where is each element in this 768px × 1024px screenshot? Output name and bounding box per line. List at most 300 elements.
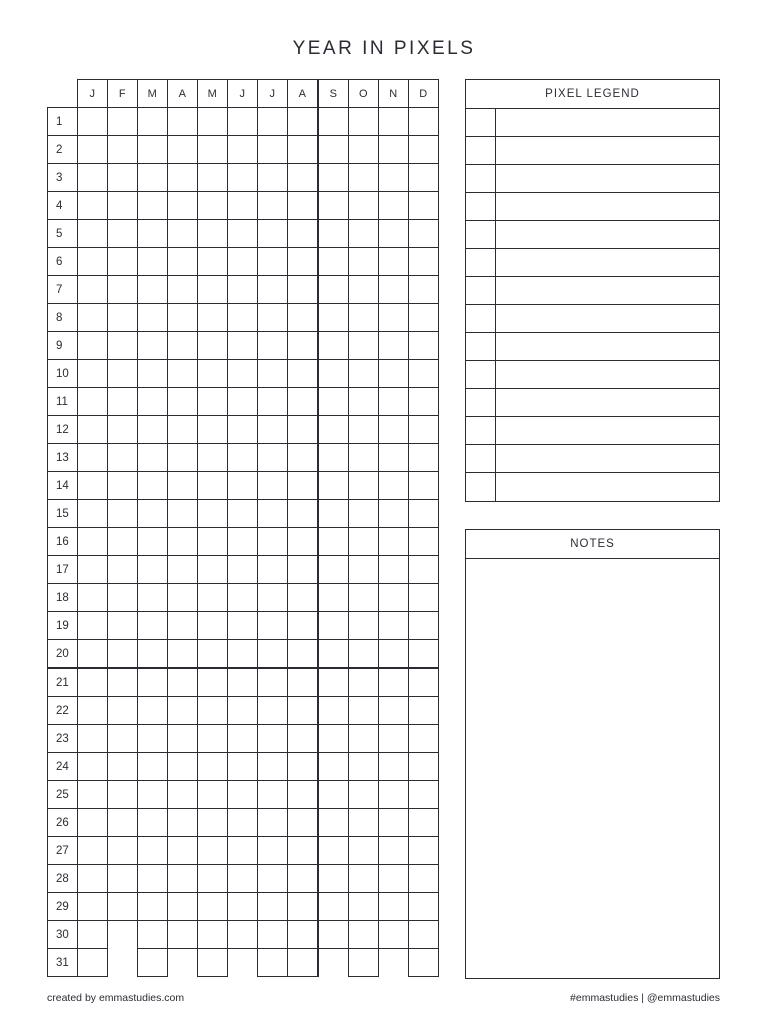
pixel-cell[interactable] <box>288 472 319 500</box>
pixel-cell[interactable] <box>409 220 439 248</box>
pixel-cell[interactable] <box>258 893 288 921</box>
pixel-cell[interactable] <box>108 108 138 136</box>
pixel-cell[interactable] <box>138 192 168 220</box>
pixel-cell[interactable] <box>318 528 349 556</box>
pixel-cell[interactable] <box>379 108 409 136</box>
pixel-cell[interactable] <box>198 640 228 669</box>
pixel-cell[interactable] <box>379 164 409 192</box>
legend-swatch[interactable] <box>466 137 496 164</box>
pixel-cell[interactable] <box>409 697 439 725</box>
pixel-cell[interactable] <box>379 360 409 388</box>
pixel-cell[interactable] <box>349 668 379 697</box>
pixel-cell[interactable] <box>78 893 108 921</box>
pixel-cell[interactable] <box>318 640 349 669</box>
pixel-cell[interactable] <box>258 528 288 556</box>
legend-swatch[interactable] <box>466 333 496 360</box>
pixel-cell[interactable] <box>409 921 439 949</box>
pixel-cell[interactable] <box>198 276 228 304</box>
pixel-cell[interactable] <box>198 921 228 949</box>
legend-label-field[interactable] <box>496 445 719 472</box>
pixel-cell[interactable] <box>288 640 319 669</box>
pixel-cell[interactable] <box>168 136 198 164</box>
pixel-cell[interactable] <box>138 753 168 781</box>
pixel-cell[interactable] <box>108 640 138 669</box>
pixel-cell[interactable] <box>198 332 228 360</box>
pixel-cell[interactable] <box>379 640 409 669</box>
pixel-cell[interactable] <box>409 472 439 500</box>
pixel-cell[interactable] <box>198 584 228 612</box>
pixel-cell[interactable] <box>168 500 198 528</box>
pixel-cell[interactable] <box>288 893 319 921</box>
pixel-cell[interactable] <box>228 360 258 388</box>
pixel-cell[interactable] <box>78 865 108 893</box>
pixel-cell[interactable] <box>108 360 138 388</box>
pixel-cell[interactable] <box>228 220 258 248</box>
pixel-cell[interactable] <box>258 584 288 612</box>
pixel-cell[interactable] <box>108 612 138 640</box>
pixel-cell[interactable] <box>349 108 379 136</box>
pixel-cell[interactable] <box>228 528 258 556</box>
pixel-cell[interactable] <box>78 640 108 669</box>
pixel-cell[interactable] <box>409 837 439 865</box>
pixel-cell[interactable] <box>349 809 379 837</box>
pixel-cell[interactable] <box>168 697 198 725</box>
pixel-cell[interactable] <box>228 136 258 164</box>
pixel-cell[interactable] <box>258 444 288 472</box>
pixel-cell[interactable] <box>318 304 349 332</box>
pixel-cell[interactable] <box>168 809 198 837</box>
legend-label-field[interactable] <box>496 417 719 444</box>
pixel-cell[interactable] <box>108 220 138 248</box>
pixel-cell[interactable] <box>168 444 198 472</box>
pixel-cell[interactable] <box>108 556 138 584</box>
pixel-cell[interactable] <box>78 556 108 584</box>
legend-swatch[interactable] <box>466 445 496 472</box>
pixel-cell[interactable] <box>198 753 228 781</box>
pixel-cell[interactable] <box>349 332 379 360</box>
pixel-cell[interactable] <box>78 472 108 500</box>
pixel-cell[interactable] <box>168 192 198 220</box>
pixel-cell[interactable] <box>108 668 138 697</box>
pixel-cell[interactable] <box>108 248 138 276</box>
pixel-cell[interactable] <box>318 108 349 136</box>
pixel-cell[interactable] <box>318 809 349 837</box>
pixel-cell[interactable] <box>349 276 379 304</box>
pixel-cell[interactable] <box>288 136 319 164</box>
pixel-cell[interactable] <box>379 921 409 949</box>
pixel-cell[interactable] <box>409 809 439 837</box>
pixel-cell[interactable] <box>78 781 108 809</box>
pixel-cell[interactable] <box>288 500 319 528</box>
pixel-cell[interactable] <box>228 416 258 444</box>
legend-swatch[interactable] <box>466 109 496 136</box>
notes-area[interactable] <box>466 559 719 979</box>
pixel-cell[interactable] <box>258 725 288 753</box>
pixel-cell[interactable] <box>78 725 108 753</box>
pixel-cell[interactable] <box>198 837 228 865</box>
pixel-cell[interactable] <box>318 444 349 472</box>
pixel-cell[interactable] <box>288 556 319 584</box>
pixel-cell[interactable] <box>138 837 168 865</box>
pixel-cell[interactable] <box>198 781 228 809</box>
pixel-cell[interactable] <box>198 108 228 136</box>
pixel-cell[interactable] <box>198 612 228 640</box>
legend-label-field[interactable] <box>496 109 719 136</box>
legend-label-field[interactable] <box>496 221 719 248</box>
pixel-cell[interactable] <box>318 360 349 388</box>
pixel-cell[interactable] <box>198 416 228 444</box>
pixel-cell[interactable] <box>258 556 288 584</box>
pixel-cell[interactable] <box>228 472 258 500</box>
pixel-cell[interactable] <box>138 556 168 584</box>
legend-swatch[interactable] <box>466 249 496 276</box>
pixel-cell[interactable] <box>78 668 108 697</box>
pixel-cell[interactable] <box>78 388 108 416</box>
pixel-cell[interactable] <box>409 192 439 220</box>
legend-swatch[interactable] <box>466 165 496 192</box>
pixel-cell[interactable] <box>258 753 288 781</box>
pixel-cell[interactable] <box>349 528 379 556</box>
legend-label-field[interactable] <box>496 473 719 501</box>
pixel-cell[interactable] <box>78 949 108 977</box>
pixel-cell[interactable] <box>409 388 439 416</box>
pixel-cell[interactable] <box>409 612 439 640</box>
pixel-cell[interactable] <box>409 865 439 893</box>
pixel-cell[interactable] <box>318 725 349 753</box>
pixel-cell[interactable] <box>108 697 138 725</box>
pixel-cell[interactable] <box>318 192 349 220</box>
pixel-cell[interactable] <box>288 164 319 192</box>
pixel-cell[interactable] <box>379 528 409 556</box>
pixel-cell[interactable] <box>198 697 228 725</box>
pixel-cell[interactable] <box>228 725 258 753</box>
pixel-cell[interactable] <box>409 332 439 360</box>
pixel-cell[interactable] <box>228 865 258 893</box>
pixel-cell[interactable] <box>228 753 258 781</box>
pixel-cell[interactable] <box>198 725 228 753</box>
pixel-cell[interactable] <box>228 697 258 725</box>
pixel-cell[interactable] <box>78 584 108 612</box>
pixel-cell[interactable] <box>198 668 228 697</box>
pixel-cell[interactable] <box>108 753 138 781</box>
pixel-cell[interactable] <box>288 304 319 332</box>
pixel-cell[interactable] <box>228 500 258 528</box>
pixel-cell[interactable] <box>288 921 319 949</box>
pixel-cell[interactable] <box>288 865 319 893</box>
legend-label-field[interactable] <box>496 333 719 360</box>
pixel-cell[interactable] <box>409 528 439 556</box>
pixel-cell[interactable] <box>379 332 409 360</box>
pixel-cell[interactable] <box>78 192 108 220</box>
pixel-cell[interactable] <box>288 809 319 837</box>
pixel-cell[interactable] <box>198 304 228 332</box>
pixel-cell[interactable] <box>349 136 379 164</box>
pixel-cell[interactable] <box>228 108 258 136</box>
pixel-cell[interactable] <box>258 276 288 304</box>
pixel-cell[interactable] <box>258 697 288 725</box>
pixel-cell[interactable] <box>318 921 349 949</box>
pixel-cell[interactable] <box>168 360 198 388</box>
pixel-cell[interactable] <box>108 164 138 192</box>
pixel-cell[interactable] <box>288 725 319 753</box>
pixel-cell[interactable] <box>78 444 108 472</box>
pixel-cell[interactable] <box>228 304 258 332</box>
pixel-cell[interactable] <box>78 612 108 640</box>
pixel-cell[interactable] <box>228 893 258 921</box>
pixel-cell[interactable] <box>138 949 168 977</box>
pixel-cell[interactable] <box>138 332 168 360</box>
pixel-cell[interactable] <box>168 725 198 753</box>
pixel-cell[interactable] <box>379 584 409 612</box>
pixel-cell[interactable] <box>288 220 319 248</box>
pixel-cell[interactable] <box>318 472 349 500</box>
pixel-cell[interactable] <box>409 248 439 276</box>
pixel-cell[interactable] <box>349 556 379 584</box>
pixel-cell[interactable] <box>138 809 168 837</box>
pixel-cell[interactable] <box>138 640 168 669</box>
pixel-cell[interactable] <box>168 584 198 612</box>
pixel-cell[interactable] <box>138 697 168 725</box>
pixel-cell[interactable] <box>198 136 228 164</box>
pixel-cell[interactable] <box>108 781 138 809</box>
pixel-cell[interactable] <box>288 276 319 304</box>
pixel-cell[interactable] <box>228 612 258 640</box>
pixel-cell[interactable] <box>138 416 168 444</box>
pixel-cell[interactable] <box>349 472 379 500</box>
pixel-cell[interactable] <box>349 388 379 416</box>
pixel-cell[interactable] <box>78 837 108 865</box>
pixel-cell[interactable] <box>108 584 138 612</box>
pixel-cell[interactable] <box>258 921 288 949</box>
pixel-cell[interactable] <box>78 416 108 444</box>
pixel-cell[interactable] <box>138 584 168 612</box>
pixel-cell[interactable] <box>409 640 439 669</box>
pixel-cell[interactable] <box>349 893 379 921</box>
legend-label-field[interactable] <box>496 193 719 220</box>
pixel-cell[interactable] <box>108 444 138 472</box>
pixel-cell[interactable] <box>379 893 409 921</box>
pixel-cell[interactable] <box>198 893 228 921</box>
pixel-cell[interactable] <box>409 304 439 332</box>
pixel-cell[interactable] <box>228 276 258 304</box>
pixel-cell[interactable] <box>168 781 198 809</box>
pixel-cell[interactable] <box>288 416 319 444</box>
pixel-cell[interactable] <box>228 164 258 192</box>
pixel-cell[interactable] <box>258 164 288 192</box>
pixel-cell[interactable] <box>108 388 138 416</box>
pixel-cell[interactable] <box>138 108 168 136</box>
pixel-cell[interactable] <box>318 220 349 248</box>
pixel-cell[interactable] <box>138 360 168 388</box>
pixel-cell[interactable] <box>349 248 379 276</box>
pixel-cell[interactable] <box>108 192 138 220</box>
pixel-cell[interactable] <box>379 697 409 725</box>
pixel-cell[interactable] <box>288 697 319 725</box>
pixel-cell[interactable] <box>108 416 138 444</box>
pixel-cell[interactable] <box>409 360 439 388</box>
pixel-cell[interactable] <box>78 304 108 332</box>
pixel-cell[interactable] <box>258 360 288 388</box>
pixel-cell[interactable] <box>78 108 108 136</box>
pixel-cell[interactable] <box>168 865 198 893</box>
pixel-cell[interactable] <box>379 500 409 528</box>
pixel-cell[interactable] <box>318 388 349 416</box>
pixel-cell[interactable] <box>258 809 288 837</box>
pixel-cell[interactable] <box>379 668 409 697</box>
pixel-cell[interactable] <box>379 192 409 220</box>
pixel-cell[interactable] <box>198 248 228 276</box>
pixel-cell[interactable] <box>228 837 258 865</box>
pixel-cell[interactable] <box>409 556 439 584</box>
pixel-cell[interactable] <box>318 865 349 893</box>
pixel-cell[interactable] <box>258 612 288 640</box>
pixel-cell[interactable] <box>379 809 409 837</box>
pixel-cell[interactable] <box>379 248 409 276</box>
legend-label-field[interactable] <box>496 249 719 276</box>
pixel-cell[interactable] <box>349 360 379 388</box>
legend-swatch[interactable] <box>466 305 496 332</box>
pixel-cell[interactable] <box>288 248 319 276</box>
pixel-cell[interactable] <box>78 753 108 781</box>
pixel-cell[interactable] <box>228 556 258 584</box>
pixel-cell[interactable] <box>379 556 409 584</box>
pixel-cell[interactable] <box>228 444 258 472</box>
pixel-cell[interactable] <box>138 865 168 893</box>
pixel-cell[interactable] <box>78 528 108 556</box>
pixel-cell[interactable] <box>349 753 379 781</box>
pixel-cell[interactable] <box>168 612 198 640</box>
pixel-cell[interactable] <box>168 276 198 304</box>
pixel-cell[interactable] <box>138 304 168 332</box>
pixel-cell[interactable] <box>379 416 409 444</box>
pixel-cell[interactable] <box>258 668 288 697</box>
pixel-cell[interactable] <box>258 192 288 220</box>
pixel-cell[interactable] <box>198 809 228 837</box>
pixel-cell[interactable] <box>318 416 349 444</box>
pixel-cell[interactable] <box>349 781 379 809</box>
pixel-cell[interactable] <box>379 388 409 416</box>
pixel-cell[interactable] <box>228 192 258 220</box>
pixel-cell[interactable] <box>258 416 288 444</box>
pixel-cell[interactable] <box>228 668 258 697</box>
legend-label-field[interactable] <box>496 389 719 416</box>
pixel-cell[interactable] <box>409 276 439 304</box>
legend-swatch[interactable] <box>466 193 496 220</box>
legend-label-field[interactable] <box>496 305 719 332</box>
pixel-cell[interactable] <box>288 332 319 360</box>
pixel-cell[interactable] <box>349 697 379 725</box>
pixel-cell[interactable] <box>228 921 258 949</box>
pixel-cell[interactable] <box>78 809 108 837</box>
pixel-cell[interactable] <box>168 668 198 697</box>
pixel-cell[interactable] <box>198 388 228 416</box>
pixel-cell[interactable] <box>349 640 379 669</box>
pixel-cell[interactable] <box>349 949 379 977</box>
pixel-cell[interactable] <box>258 837 288 865</box>
pixel-cell[interactable] <box>349 725 379 753</box>
pixel-cell[interactable] <box>138 388 168 416</box>
pixel-cell[interactable] <box>409 164 439 192</box>
pixel-cell[interactable] <box>379 472 409 500</box>
pixel-cell[interactable] <box>288 753 319 781</box>
pixel-cell[interactable] <box>409 444 439 472</box>
pixel-cell[interactable] <box>409 500 439 528</box>
pixel-cell[interactable] <box>409 781 439 809</box>
pixel-cell[interactable] <box>318 612 349 640</box>
pixel-cell[interactable] <box>168 753 198 781</box>
pixel-cell[interactable] <box>198 865 228 893</box>
pixel-cell[interactable] <box>108 725 138 753</box>
pixel-cell[interactable] <box>138 725 168 753</box>
legend-swatch[interactable] <box>466 417 496 444</box>
legend-swatch[interactable] <box>466 473 496 501</box>
pixel-cell[interactable] <box>198 360 228 388</box>
pixel-cell[interactable] <box>379 304 409 332</box>
pixel-cell[interactable] <box>138 781 168 809</box>
pixel-cell[interactable] <box>78 220 108 248</box>
legend-swatch[interactable] <box>466 389 496 416</box>
pixel-cell[interactable] <box>138 668 168 697</box>
pixel-cell[interactable] <box>349 416 379 444</box>
pixel-cell[interactable] <box>138 276 168 304</box>
legend-label-field[interactable] <box>496 137 719 164</box>
pixel-cell[interactable] <box>258 304 288 332</box>
pixel-cell[interactable] <box>168 304 198 332</box>
pixel-cell[interactable] <box>168 837 198 865</box>
pixel-cell[interactable] <box>108 837 138 865</box>
legend-label-field[interactable] <box>496 361 719 388</box>
pixel-cell[interactable] <box>138 164 168 192</box>
pixel-cell[interactable] <box>288 949 319 977</box>
pixel-cell[interactable] <box>409 584 439 612</box>
pixel-cell[interactable] <box>108 276 138 304</box>
pixel-cell[interactable] <box>288 584 319 612</box>
pixel-cell[interactable] <box>288 837 319 865</box>
pixel-cell[interactable] <box>288 388 319 416</box>
pixel-cell[interactable] <box>349 612 379 640</box>
pixel-cell[interactable] <box>288 444 319 472</box>
pixel-cell[interactable] <box>198 500 228 528</box>
legend-label-field[interactable] <box>496 165 719 192</box>
pixel-cell[interactable] <box>168 556 198 584</box>
pixel-cell[interactable] <box>258 108 288 136</box>
pixel-cell[interactable] <box>108 809 138 837</box>
pixel-cell[interactable] <box>198 528 228 556</box>
legend-swatch[interactable] <box>466 221 496 248</box>
pixel-cell[interactable] <box>198 556 228 584</box>
pixel-cell[interactable] <box>349 837 379 865</box>
pixel-cell[interactable] <box>228 388 258 416</box>
pixel-cell[interactable] <box>78 500 108 528</box>
pixel-cell[interactable] <box>168 164 198 192</box>
pixel-cell[interactable] <box>379 136 409 164</box>
pixel-cell[interactable] <box>138 248 168 276</box>
pixel-cell[interactable] <box>379 444 409 472</box>
pixel-cell[interactable] <box>409 416 439 444</box>
pixel-cell[interactable] <box>108 304 138 332</box>
pixel-cell[interactable] <box>318 781 349 809</box>
pixel-cell[interactable] <box>409 668 439 697</box>
pixel-cell[interactable] <box>138 472 168 500</box>
legend-label-field[interactable] <box>496 277 719 304</box>
pixel-cell[interactable] <box>168 332 198 360</box>
pixel-cell[interactable] <box>349 164 379 192</box>
pixel-cell[interactable] <box>349 192 379 220</box>
pixel-cell[interactable] <box>258 332 288 360</box>
pixel-cell[interactable] <box>258 388 288 416</box>
pixel-cell[interactable] <box>168 472 198 500</box>
pixel-cell[interactable] <box>258 472 288 500</box>
